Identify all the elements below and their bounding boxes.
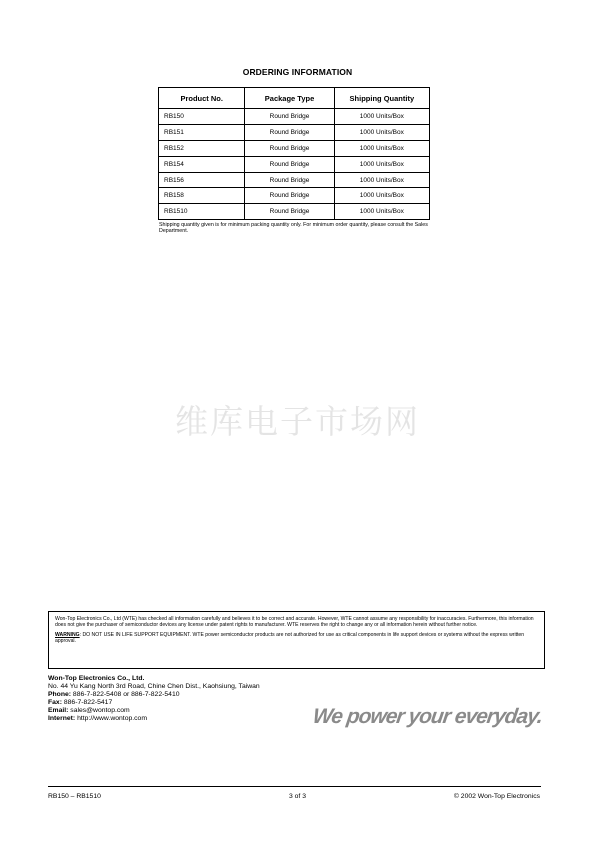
company-name: Won-Top Electronics Co., Ltd. bbox=[48, 675, 145, 682]
cell-package-type: Round Bridge bbox=[245, 140, 334, 156]
cell-shipping-quantity: 1000 Units/Box bbox=[334, 204, 429, 220]
watermark: 维库电子市场网 bbox=[175, 402, 420, 441]
fax-value: 886-7-822-5417 bbox=[61, 699, 113, 707]
table-row bbox=[159, 124, 430, 140]
table-row bbox=[159, 109, 430, 125]
cell-product-no: RB151 bbox=[159, 124, 245, 140]
phone-label: Phone: bbox=[48, 691, 72, 699]
header-product-no: Product No. bbox=[159, 88, 245, 109]
cell-package-type: Round Bridge bbox=[245, 124, 334, 140]
table-row bbox=[159, 140, 430, 156]
table-row bbox=[159, 172, 430, 188]
cell-product-no: RB156 bbox=[159, 172, 245, 188]
cell-shipping-quantity: 1000 Units/Box bbox=[334, 140, 429, 156]
cell-package-type: Round Bridge bbox=[245, 204, 334, 220]
cell-product-no: RB152 bbox=[159, 140, 245, 156]
cell-package-type: Round Bridge bbox=[245, 109, 334, 125]
table-row bbox=[159, 204, 430, 220]
cell-product-no: RB150 bbox=[159, 109, 245, 125]
header-package-type: Package Type bbox=[245, 88, 334, 109]
cell-shipping-quantity: 1000 Units/Box bbox=[334, 156, 429, 172]
company-slogan: We power your everyday. bbox=[311, 705, 544, 728]
cell-product-no: RB154 bbox=[159, 156, 245, 172]
ordering-title: ORDERING INFORMATION bbox=[242, 67, 353, 77]
internet-label: Internet: bbox=[48, 715, 76, 723]
header-shipping-quantity: Shipping Quantity bbox=[334, 88, 429, 109]
fax-label: Fax: bbox=[48, 699, 62, 707]
cell-product-no: RB158 bbox=[159, 188, 245, 204]
warning-label: WARNING bbox=[55, 631, 80, 638]
footer-divider bbox=[48, 786, 541, 787]
email-value[interactable]: sales@wontop.com bbox=[68, 707, 130, 715]
internet-value[interactable]: http://www.wontop.com bbox=[75, 715, 147, 723]
cell-shipping-quantity: 1000 Units/Box bbox=[334, 109, 429, 125]
shipping-note: Shipping quantity given is for minimum packing quantity only. For minimum order quantity, please consult the Sales Department. bbox=[159, 222, 428, 235]
footer-part-range: RB150 – RB1510 bbox=[48, 793, 101, 800]
cell-shipping-quantity: 1000 Units/Box bbox=[334, 188, 429, 204]
table-row bbox=[159, 188, 430, 204]
email-label: Email: bbox=[48, 707, 69, 715]
ordering-table bbox=[158, 87, 430, 220]
cell-package-type: Round Bridge bbox=[245, 156, 334, 172]
cell-product-no: RB1510 bbox=[159, 204, 245, 220]
table-row bbox=[159, 156, 430, 172]
phone-value: 886-7-822-5408 or 886-7-822-5410 bbox=[71, 691, 180, 699]
warning-text: : DO NOT USE IN LIFE SUPPORT EQUIPMENT. WTE power semiconductor products are not authorized for use as critical components in life support devices or systems without the express written approval. bbox=[55, 631, 525, 644]
disclaimer-box bbox=[48, 611, 545, 669]
contact-block bbox=[48, 675, 260, 724]
disclaimer-text: Won-Top Electronics Co., Ltd (WTE) has checked all information carefully and believes it to be correct and accurate. However, WTE cannot assume any responsibility for inaccuracies. Furthermore, this information does not give the purchaser of semiconductor devices any license under patent rights to manufacturer. WTE reserves the right to change any or all information herein without further notice. bbox=[55, 616, 534, 629]
footer-copyright: © 2002 Won-Top Electronics bbox=[453, 793, 540, 800]
company-address: No. 44 Yu Kang North 3rd Road, Chine Chen Dist., Kaohsiung, Taiwan bbox=[48, 683, 260, 691]
cell-shipping-quantity: 1000 Units/Box bbox=[334, 124, 429, 140]
cell-shipping-quantity: 1000 Units/Box bbox=[334, 172, 429, 188]
footer-page-number: 3 of 3 bbox=[288, 793, 306, 800]
warning-paragraph bbox=[55, 632, 540, 644]
table-header-row bbox=[159, 88, 430, 109]
cell-package-type: Round Bridge bbox=[245, 188, 334, 204]
cell-package-type: Round Bridge bbox=[245, 172, 334, 188]
